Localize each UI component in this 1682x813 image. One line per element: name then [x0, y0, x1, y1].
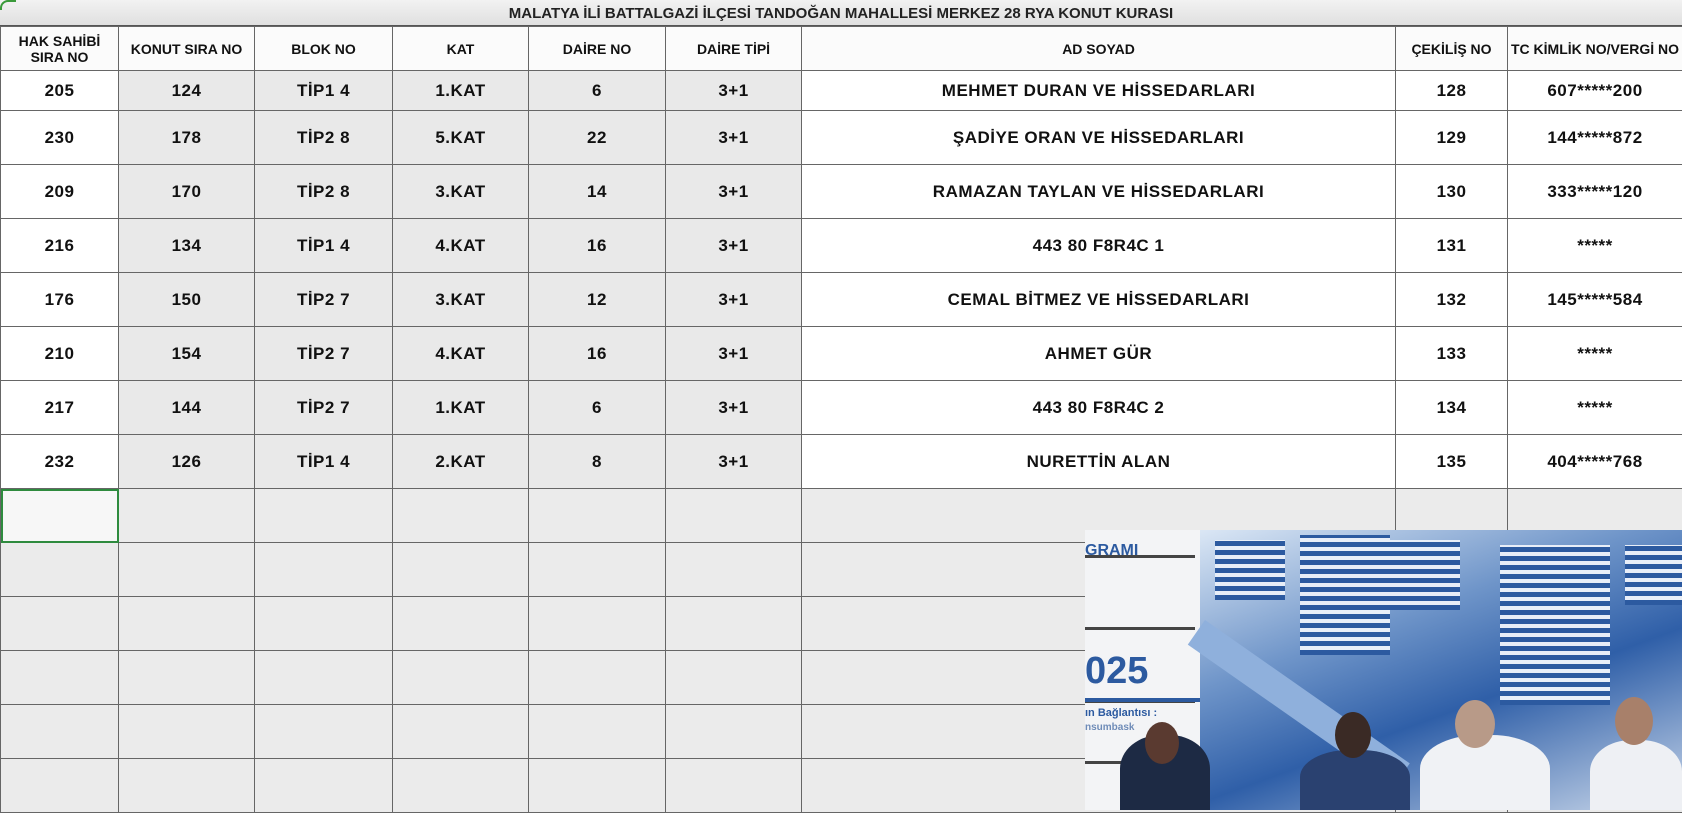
- empty-cell[interactable]: [666, 705, 802, 759]
- table-row: [1, 219, 1682, 273]
- accent-bar: [1085, 698, 1200, 702]
- empty-cell[interactable]: [666, 651, 802, 705]
- empty-cell[interactable]: [255, 597, 393, 651]
- cell-konut-sira[interactable]: 144: [119, 381, 255, 435]
- cell-ad-soyad[interactable]: 443 80 F8R4C 1: [802, 219, 1396, 273]
- cell-daire-tipi[interactable]: 3+1: [666, 219, 802, 273]
- building-image: [1215, 540, 1285, 600]
- empty-cell[interactable]: [393, 651, 529, 705]
- cell-ad-soyad[interactable]: NURETTİN ALAN: [802, 435, 1396, 489]
- link-label: ın Bağlantısı :: [1085, 707, 1157, 719]
- cell-konut-sira[interactable]: 124: [119, 71, 255, 111]
- empty-cell[interactable]: [255, 759, 393, 813]
- cell-kat[interactable]: 4.KAT: [393, 219, 529, 273]
- cell-blok-no[interactable]: TİP1 4: [255, 71, 393, 111]
- cell-tc-kimlik[interactable]: *****: [1508, 381, 1682, 435]
- header-cekilis-no: ÇEKİLİŞ NO: [1396, 27, 1508, 71]
- empty-cell[interactable]: [255, 489, 393, 543]
- empty-cell[interactable]: [119, 543, 255, 597]
- cell-kat[interactable]: 3.KAT: [393, 273, 529, 327]
- cell-hak-sahibi[interactable]: 209: [1, 165, 119, 219]
- window-corner: [0, 0, 16, 10]
- cell-tc-kimlik[interactable]: *****: [1508, 327, 1682, 381]
- cell-cekilis-no[interactable]: 133: [1396, 327, 1508, 381]
- empty-cell[interactable]: [1, 489, 119, 543]
- cell-hak-sahibi[interactable]: 210: [1, 327, 119, 381]
- header-hak-sahibi: HAK SAHİBİ SIRA NO: [1, 27, 119, 71]
- empty-cell[interactable]: [119, 705, 255, 759]
- table-row: [1, 165, 1682, 219]
- empty-cell[interactable]: [393, 543, 529, 597]
- table-row: [1, 381, 1682, 435]
- cell-ad-soyad[interactable]: 443 80 F8R4C 2: [802, 381, 1396, 435]
- cell-hak-sahibi[interactable]: 216: [1, 219, 119, 273]
- table-row: [1, 111, 1682, 165]
- empty-cell[interactable]: [666, 759, 802, 813]
- cell-ad-soyad[interactable]: CEMAL BİTMEZ VE HİSSEDARLARI: [802, 273, 1396, 327]
- header-ad-soyad: AD SOYAD: [802, 27, 1396, 71]
- empty-cell[interactable]: [529, 489, 666, 543]
- link-text: nsumbask: [1085, 722, 1134, 733]
- person-image: [1300, 750, 1410, 810]
- table-row: [1, 327, 1682, 381]
- cell-daire-tipi[interactable]: 3+1: [666, 111, 802, 165]
- cell-cekilis-no[interactable]: 135: [1396, 435, 1508, 489]
- program-text: GRAMI: [1085, 542, 1138, 560]
- cell-tc-kimlik[interactable]: *****: [1508, 219, 1682, 273]
- cell-cekilis-no[interactable]: 130: [1396, 165, 1508, 219]
- empty-cell[interactable]: [255, 543, 393, 597]
- building-image: [1390, 540, 1460, 610]
- person-head: [1455, 700, 1495, 748]
- cell-blok-no[interactable]: TİP1 4: [255, 435, 393, 489]
- cell-daire-no[interactable]: 14: [529, 165, 666, 219]
- empty-cell[interactable]: [393, 705, 529, 759]
- empty-cell[interactable]: [529, 759, 666, 813]
- empty-cell[interactable]: [1, 705, 119, 759]
- cell-blok-no[interactable]: TİP2 7: [255, 273, 393, 327]
- cell-ad-soyad[interactable]: AHMET GÜR: [802, 327, 1396, 381]
- cell-kat[interactable]: 1.KAT: [393, 71, 529, 111]
- cell-blok-no[interactable]: TİP2 7: [255, 327, 393, 381]
- empty-cell[interactable]: [666, 543, 802, 597]
- cell-daire-tipi[interactable]: 3+1: [666, 327, 802, 381]
- cell-konut-sira[interactable]: 170: [119, 165, 255, 219]
- empty-cell[interactable]: [119, 597, 255, 651]
- empty-cell[interactable]: [119, 489, 255, 543]
- cell-daire-no[interactable]: 8: [529, 435, 666, 489]
- cell-daire-no[interactable]: 12: [529, 273, 666, 327]
- cell-blok-no[interactable]: TİP2 8: [255, 165, 393, 219]
- cell-daire-no[interactable]: 22: [529, 111, 666, 165]
- cell-daire-tipi[interactable]: 3+1: [666, 71, 802, 111]
- year-text: 025: [1085, 650, 1148, 693]
- empty-cell[interactable]: [393, 489, 529, 543]
- empty-cell[interactable]: [529, 651, 666, 705]
- cell-konut-sira[interactable]: 126: [119, 435, 255, 489]
- cell-kat[interactable]: 3.KAT: [393, 165, 529, 219]
- building-image: [1300, 535, 1390, 655]
- person-head: [1145, 722, 1179, 764]
- divider: [1085, 627, 1195, 630]
- cell-kat[interactable]: 2.KAT: [393, 435, 529, 489]
- table-row: [1, 273, 1682, 327]
- cell-daire-no[interactable]: 6: [529, 381, 666, 435]
- cell-tc-kimlik[interactable]: 145*****584: [1508, 273, 1682, 327]
- cell-daire-tipi[interactable]: 3+1: [666, 165, 802, 219]
- sheet-title: MALATYA İLİ BATTALGAZİ İLÇESİ TANDOĞAN MAHALLESİ MERKEZ 28 RYA KONUT KURASI: [0, 0, 1682, 27]
- cell-kat[interactable]: 4.KAT: [393, 327, 529, 381]
- cell-tc-kimlik[interactable]: 607*****200: [1508, 71, 1682, 111]
- cell-hak-sahibi[interactable]: 205: [1, 71, 119, 111]
- table-row: [1, 435, 1682, 489]
- cell-kat[interactable]: 1.KAT: [393, 381, 529, 435]
- empty-cell[interactable]: [119, 651, 255, 705]
- cell-tc-kimlik[interactable]: 333*****120: [1508, 165, 1682, 219]
- cell-ad-soyad[interactable]: ŞADİYE ORAN VE HİSSEDARLARI: [802, 111, 1396, 165]
- header-tc-kimlik: TC KİMLİK NO/VERGİ NO: [1508, 27, 1682, 71]
- cell-ad-soyad[interactable]: RAMAZAN TAYLAN VE HİSSEDARLARI: [802, 165, 1396, 219]
- building-image: [1625, 545, 1682, 605]
- person-head: [1615, 697, 1653, 745]
- empty-cell[interactable]: [666, 597, 802, 651]
- header-blok-no: BLOK NO: [255, 27, 393, 71]
- cell-hak-sahibi[interactable]: 230: [1, 111, 119, 165]
- empty-cell[interactable]: [529, 705, 666, 759]
- cell-cekilis-no[interactable]: 128: [1396, 71, 1508, 111]
- cell-hak-sahibi[interactable]: 176: [1, 273, 119, 327]
- cell-daire-no[interactable]: 6: [529, 71, 666, 111]
- building-image: [1500, 545, 1610, 705]
- empty-cell[interactable]: [529, 543, 666, 597]
- header-konut-sira: KONUT SIRA NO: [119, 27, 255, 71]
- empty-cell[interactable]: [1, 597, 119, 651]
- cell-daire-no[interactable]: 16: [529, 327, 666, 381]
- cell-cekilis-no[interactable]: 131: [1396, 219, 1508, 273]
- cell-tc-kimlik[interactable]: 404*****768: [1508, 435, 1682, 489]
- cell-daire-tipi[interactable]: 3+1: [666, 435, 802, 489]
- empty-cell[interactable]: [119, 759, 255, 813]
- cell-blok-no[interactable]: TİP2 7: [255, 381, 393, 435]
- header-daire-tipi: DAİRE TİPİ: [666, 27, 802, 71]
- cell-kat[interactable]: 5.KAT: [393, 111, 529, 165]
- person-image: [1590, 740, 1682, 810]
- cell-hak-sahibi[interactable]: 217: [1, 381, 119, 435]
- cell-ad-soyad[interactable]: MEHMET DURAN VE HİSSEDARLARI: [802, 71, 1396, 111]
- table-row: [1, 71, 1682, 111]
- empty-cell[interactable]: [1, 651, 119, 705]
- header-kat: KAT: [393, 27, 529, 71]
- header-daire-no: DAİRE NO: [529, 27, 666, 71]
- cell-daire-no[interactable]: 16: [529, 219, 666, 273]
- cell-konut-sira[interactable]: 178: [119, 111, 255, 165]
- person-image: [1420, 735, 1550, 810]
- empty-cell[interactable]: [666, 489, 802, 543]
- cell-hak-sahibi[interactable]: 232: [1, 435, 119, 489]
- empty-cell[interactable]: [393, 597, 529, 651]
- cell-blok-no[interactable]: TİP1 4: [255, 219, 393, 273]
- empty-cell[interactable]: [1, 759, 119, 813]
- cell-konut-sira[interactable]: 150: [119, 273, 255, 327]
- cell-konut-sira[interactable]: 154: [119, 327, 255, 381]
- cell-cekilis-no[interactable]: 134: [1396, 381, 1508, 435]
- cell-konut-sira[interactable]: 134: [119, 219, 255, 273]
- empty-cell[interactable]: [255, 651, 393, 705]
- empty-cell[interactable]: [1, 543, 119, 597]
- empty-cell[interactable]: [393, 759, 529, 813]
- empty-cell[interactable]: [255, 705, 393, 759]
- cell-cekilis-no[interactable]: 129: [1396, 111, 1508, 165]
- cell-daire-tipi[interactable]: 3+1: [666, 381, 802, 435]
- empty-cell[interactable]: [529, 597, 666, 651]
- cell-blok-no[interactable]: TİP2 8: [255, 111, 393, 165]
- cell-cekilis-no[interactable]: 132: [1396, 273, 1508, 327]
- cell-daire-tipi[interactable]: 3+1: [666, 273, 802, 327]
- cell-tc-kimlik[interactable]: 144*****872: [1508, 111, 1682, 165]
- person-head: [1335, 712, 1371, 758]
- header-row: [1, 27, 1682, 71]
